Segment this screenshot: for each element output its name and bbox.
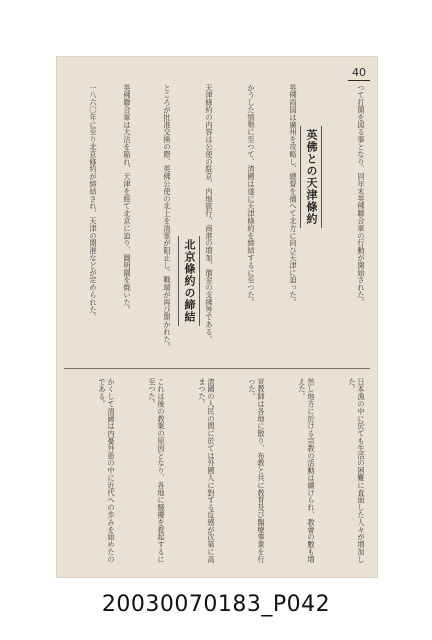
text-column: 英佛両国は廣州を攻略し、總督を捕へて北方に向ひ天津に迫った。 — [289, 84, 298, 306]
section-heading-beijing: 北京條約の締結 — [178, 236, 200, 326]
text-column: 清國の人民の間に於ては外國人に對する反感が次第に高まつた。 — [198, 378, 216, 563]
page-number: 40 — [348, 66, 370, 81]
text-column: 然し地方に於ける宗教の活動は續けられ、教會の數も増えた。 — [298, 378, 316, 563]
archive-caption: 20030070183_P042 — [101, 592, 331, 617]
text-column: ところが批准交換の際、英佛公使の北上を清軍が阻止し、戰端が再び開かれた。 — [163, 84, 172, 351]
text-column: 日本漁の中に於ても生活の困難に直面した人々が増加した。 — [348, 378, 366, 563]
text-column: 宣教師は各地に散り、布教と共に教育及び醫療事業を行つた。 — [248, 378, 266, 563]
section-heading-tianjin: 英佛との天津條約 — [300, 126, 322, 228]
text-column: 一八六〇年に至り北京條約が締結され、天津の開港などが定められた。 — [89, 84, 98, 321]
text-column: かくして清國は内憂外患の中に近代への歩みを始めたのである。 — [98, 378, 116, 563]
text-column: 天津條約の内容は公使の駐京、内地旅行、商港の増加、償金の支拂等である。 — [205, 84, 214, 343]
document-page — [56, 56, 378, 578]
section-divider — [64, 368, 370, 369]
text-column: 英佛聯合軍は大沽を陥れ、天津を經て北京に迫り、圓明園を焼いた。 — [123, 84, 132, 314]
text-column: つて打開を図る事となり、同年末英佛聯合軍の行動が開始された。 — [357, 84, 366, 306]
text-column: これは後の教案の原因となり、各地に騒擾を惹起するに至つた。 — [148, 378, 166, 563]
text-column: かうした情勢に至つて、清國は遂に天津條約を締結するに至つた。 — [247, 84, 256, 306]
